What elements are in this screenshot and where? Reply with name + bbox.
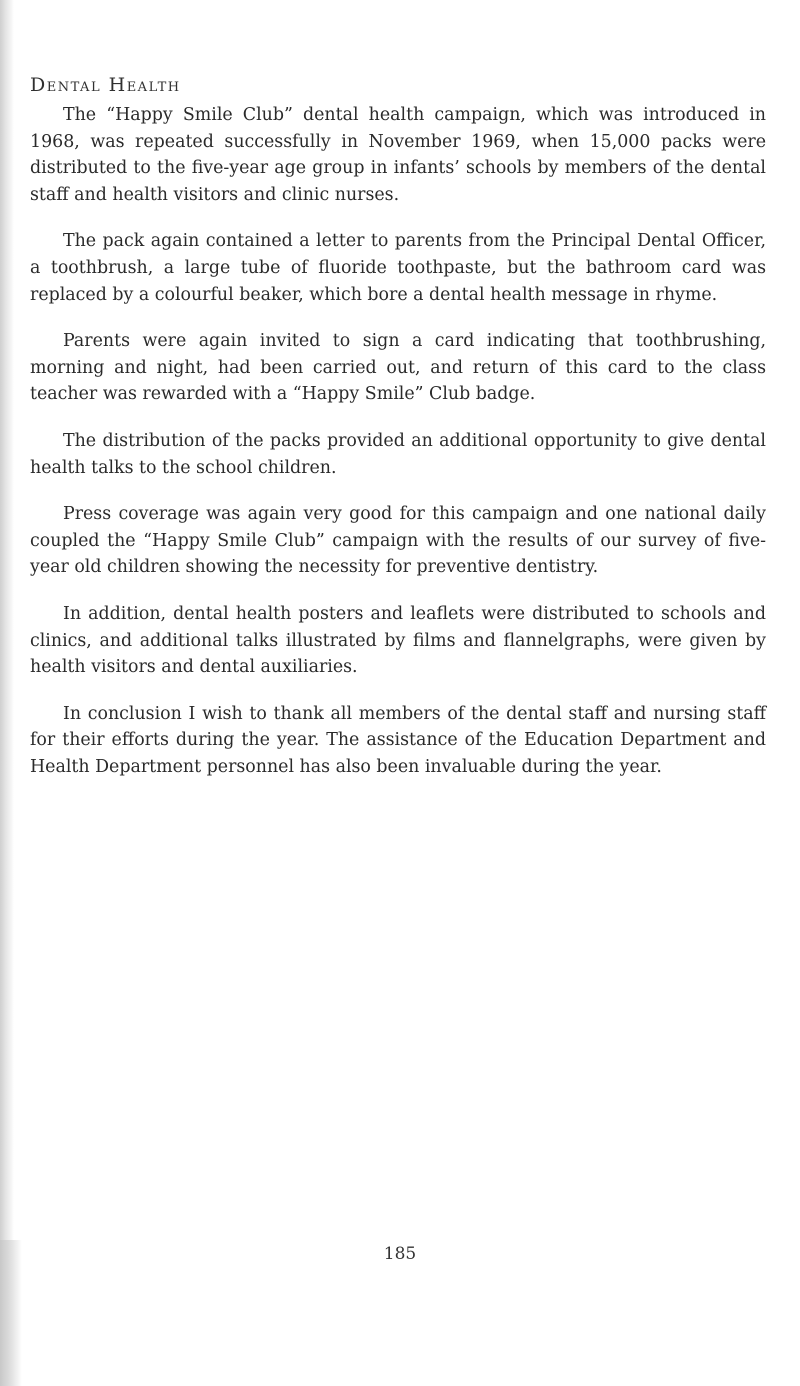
section-title: Dental Health bbox=[30, 74, 181, 96]
paragraph-conclusion-text: In conclusion I wish to thank all members of the dental staff and nursing staff for their efforts during the year. The assistance of the Education Department and Health Department personnel has also been invaluable during the year. bbox=[30, 703, 766, 777]
paragraph-parents-card-text: Parents were again invited to sign a card indicating that toothbrushing, morning and night, had been carried out, and return of this card to the class teacher was rewarded with a “Happy Smile” Club badge. bbox=[30, 331, 766, 405]
paragraph-press-coverage bbox=[30, 501, 766, 581]
document-page bbox=[30, 70, 766, 800]
paragraph-conclusion bbox=[30, 701, 766, 781]
paragraph-posters-leaflets-text: In addition, dental health posters and leaflets were distributed to schools and clinics, and additional talks illustrated by films and flannelgraphs, were given by health visitors and dental auxiliaries. bbox=[30, 603, 766, 678]
page-number: 185 bbox=[383, 1244, 417, 1264]
scan-shadow-edge bbox=[0, 0, 14, 1386]
paragraph-parents-card bbox=[30, 328, 766, 408]
paragraph-posters-leaflets bbox=[30, 601, 766, 681]
paragraph-intro-text: The “Happy Smile Club” dental health campaign, which was introduced in 1968, was repeated successfully in November 1969, when 15,000 packs were distributed to the five-year age group in infants’ schools by members of the dental staff and health visitors and clinic nurses. bbox=[30, 105, 766, 205]
paragraph-pack-contents-text: The pack again contained a letter to parents from the Principal Dental Officer, a toothbrush, a large tube of fluoride toothpaste, but the bathroom card was replaced by a colourful beaker, which bore a dental health message in rhyme. bbox=[30, 231, 766, 305]
paragraph-distribution bbox=[30, 428, 766, 481]
paragraph-distribution-text: The distribution of the packs provided an additional opportunity to give dental health talks to the school children. bbox=[30, 430, 766, 478]
paragraph-pack-contents bbox=[30, 228, 766, 308]
paragraph-press-coverage-text: Press coverage was again very good for this campaign and one national daily coupled the “Happy Smile Club” campaign with the results of our survey of five-year old children showing the necessity for preventive dentistry. bbox=[30, 504, 766, 578]
paragraph-intro bbox=[30, 102, 766, 208]
